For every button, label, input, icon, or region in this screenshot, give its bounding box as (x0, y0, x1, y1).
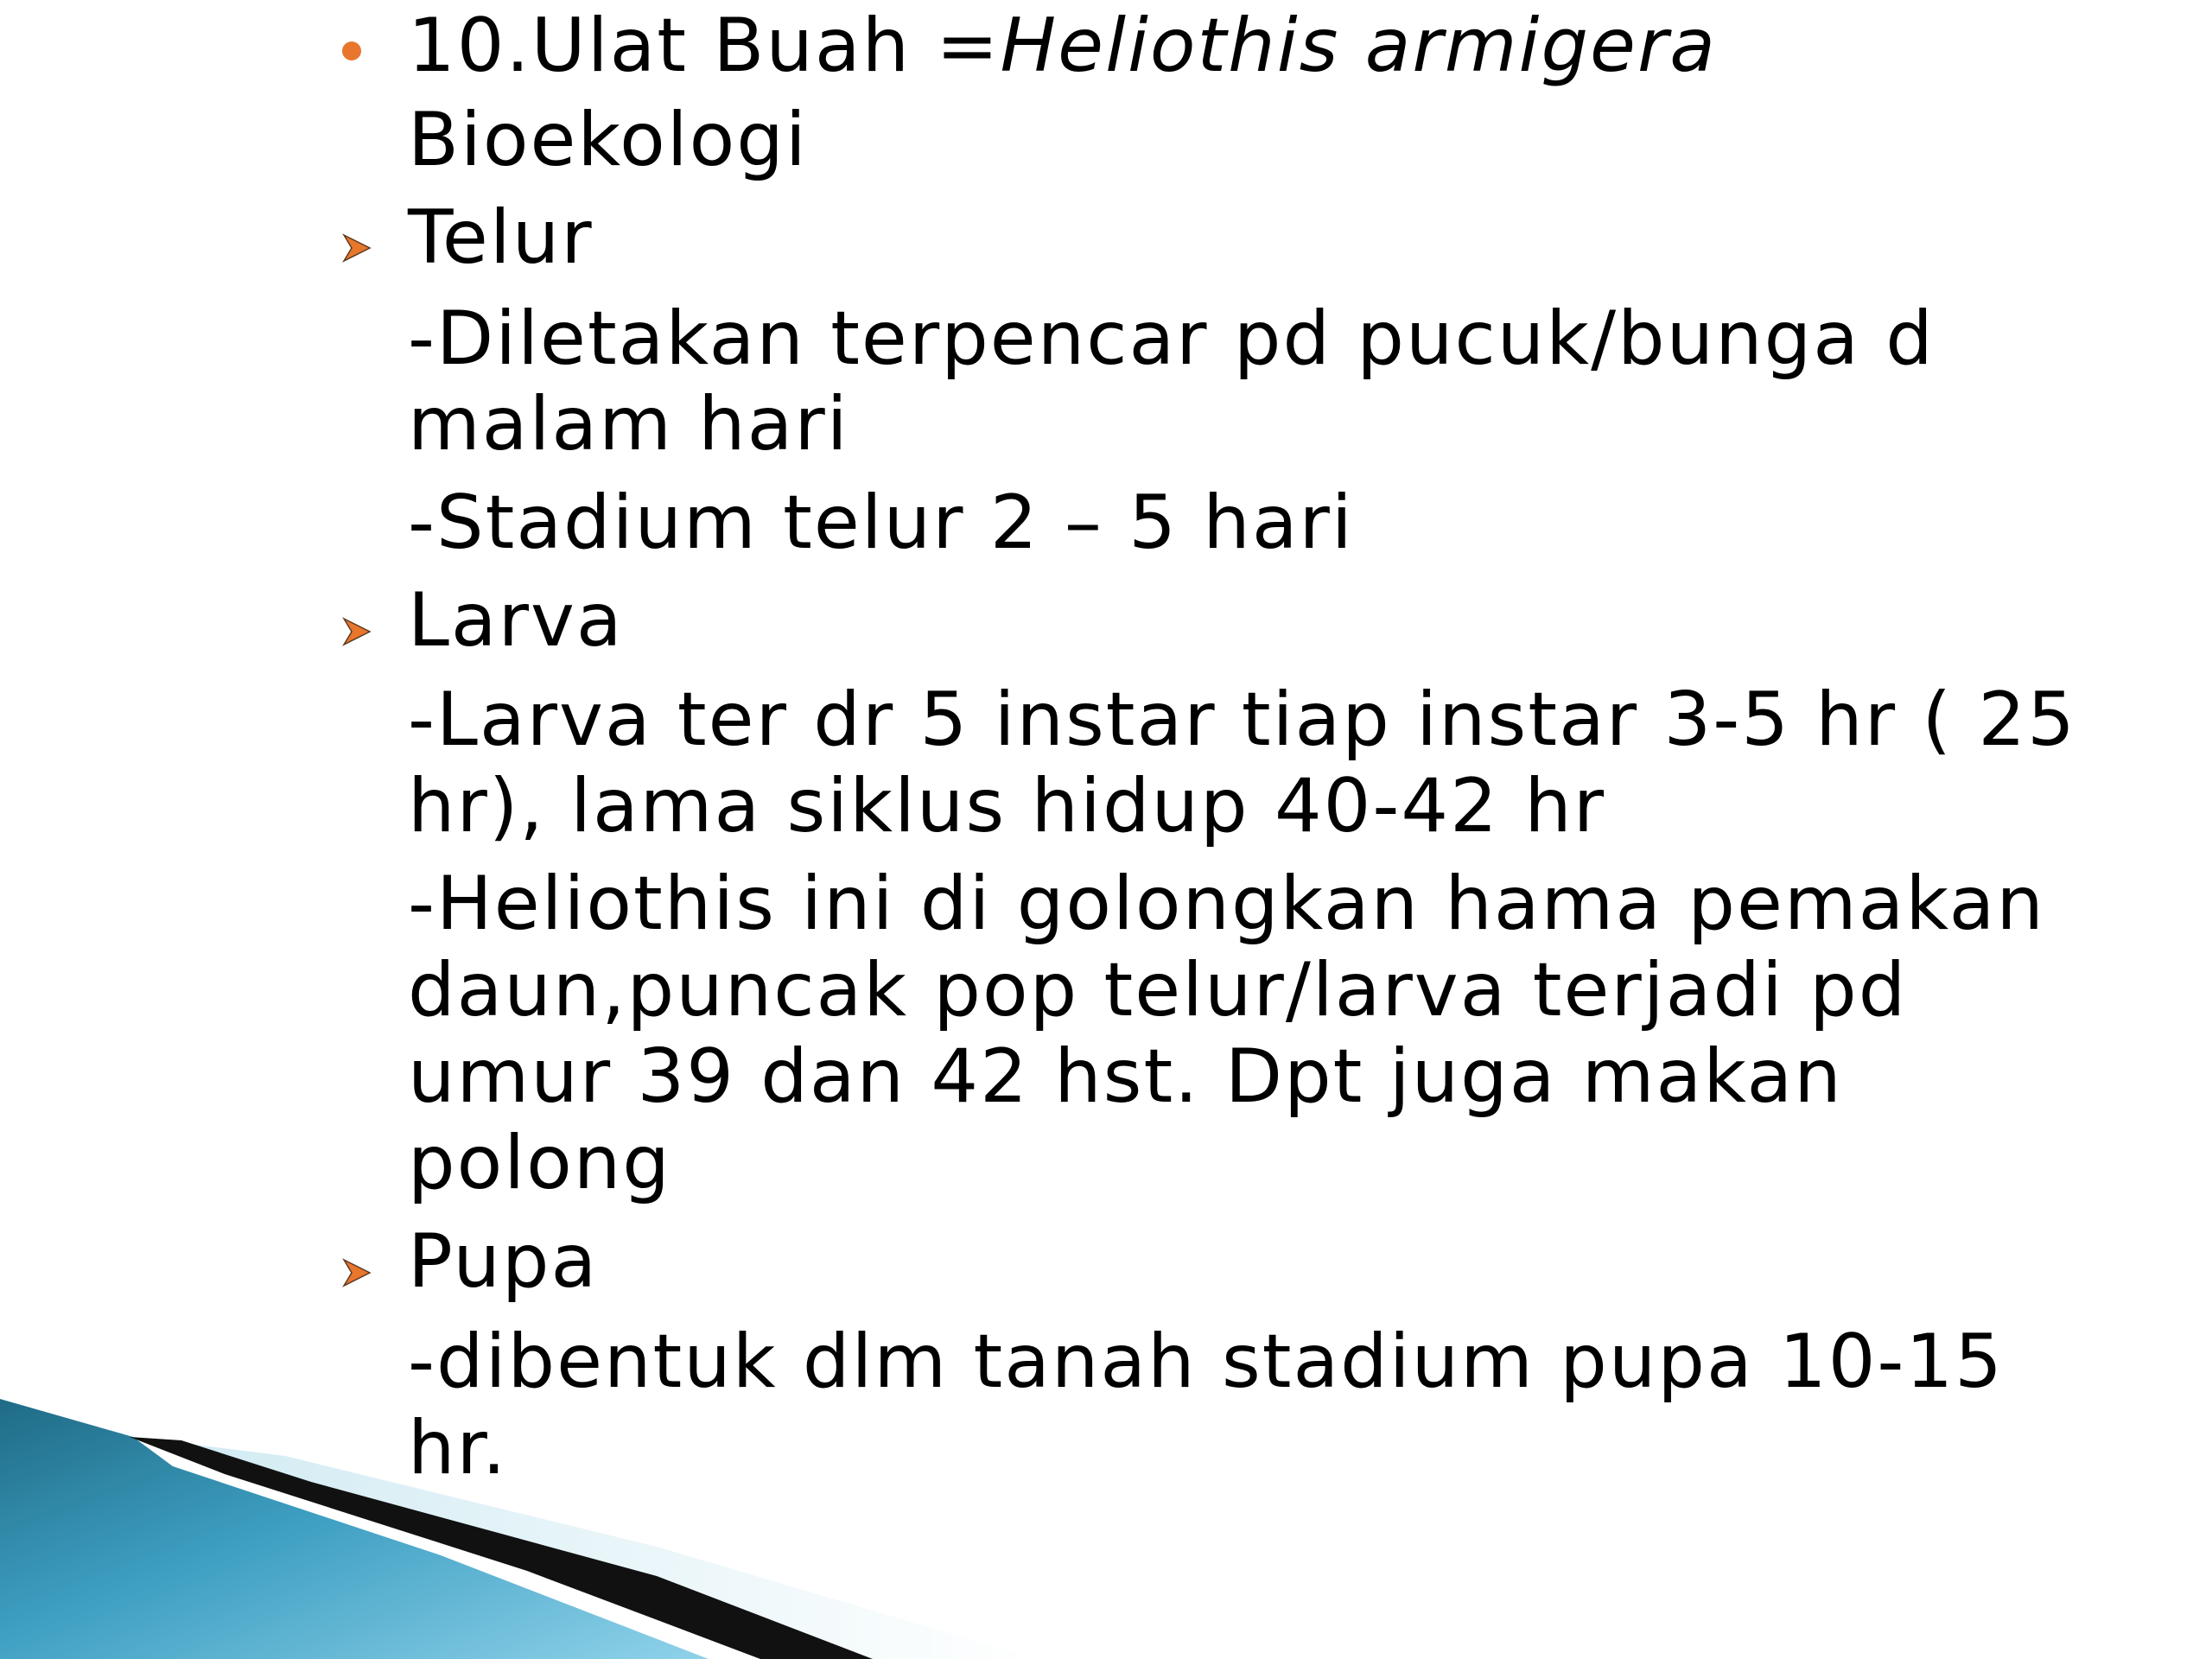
larva-line-6: polong (408, 1120, 671, 1206)
larva-line-2: hr), lama siklus hidup 40-42 hr (408, 763, 1606, 849)
section-heading-larva: Larva (408, 577, 624, 664)
section-heading-telur: Telur (408, 194, 594, 281)
telur-line-3: -Stadium telur 2 – 5 hari (408, 480, 1354, 566)
section-heading-pupa: Pupa (408, 1218, 599, 1305)
pupa-line-2: hr. (408, 1405, 508, 1491)
species-name: Heliothis armigera (1000, 3, 1718, 89)
telur-line-1: -Diletakan terpencar pd pucuk/bunga d (408, 296, 1935, 382)
larva-line-5: umur 39 dan 42 hst. Dpt juga makan (408, 1033, 1843, 1120)
telur-line-2: malam hari (408, 381, 849, 467)
dot-bullet-icon (342, 41, 361, 60)
arrow-bullet-icon (339, 230, 375, 266)
larva-line-1: -Larva ter dr 5 instar tiap instar 3-5 hr ( 25 (408, 677, 2076, 763)
larva-line-4: daun,puncak pop telur/larva terjadi pd (408, 947, 1908, 1033)
larva-line-3: -Heliothis ini di golongkan hama pemakan (408, 861, 2045, 947)
arrow-bullet-icon (339, 613, 375, 650)
slide-subtitle: Bioekologi (408, 97, 808, 183)
pupa-line-1: -dibentuk dlm tanah stadium pupa 10-15 (408, 1319, 2004, 1405)
title-prefix: 10.Ulat Buah = (408, 3, 1001, 89)
slide-title (408, 3, 1717, 89)
arrow-bullet-icon (339, 1255, 375, 1291)
